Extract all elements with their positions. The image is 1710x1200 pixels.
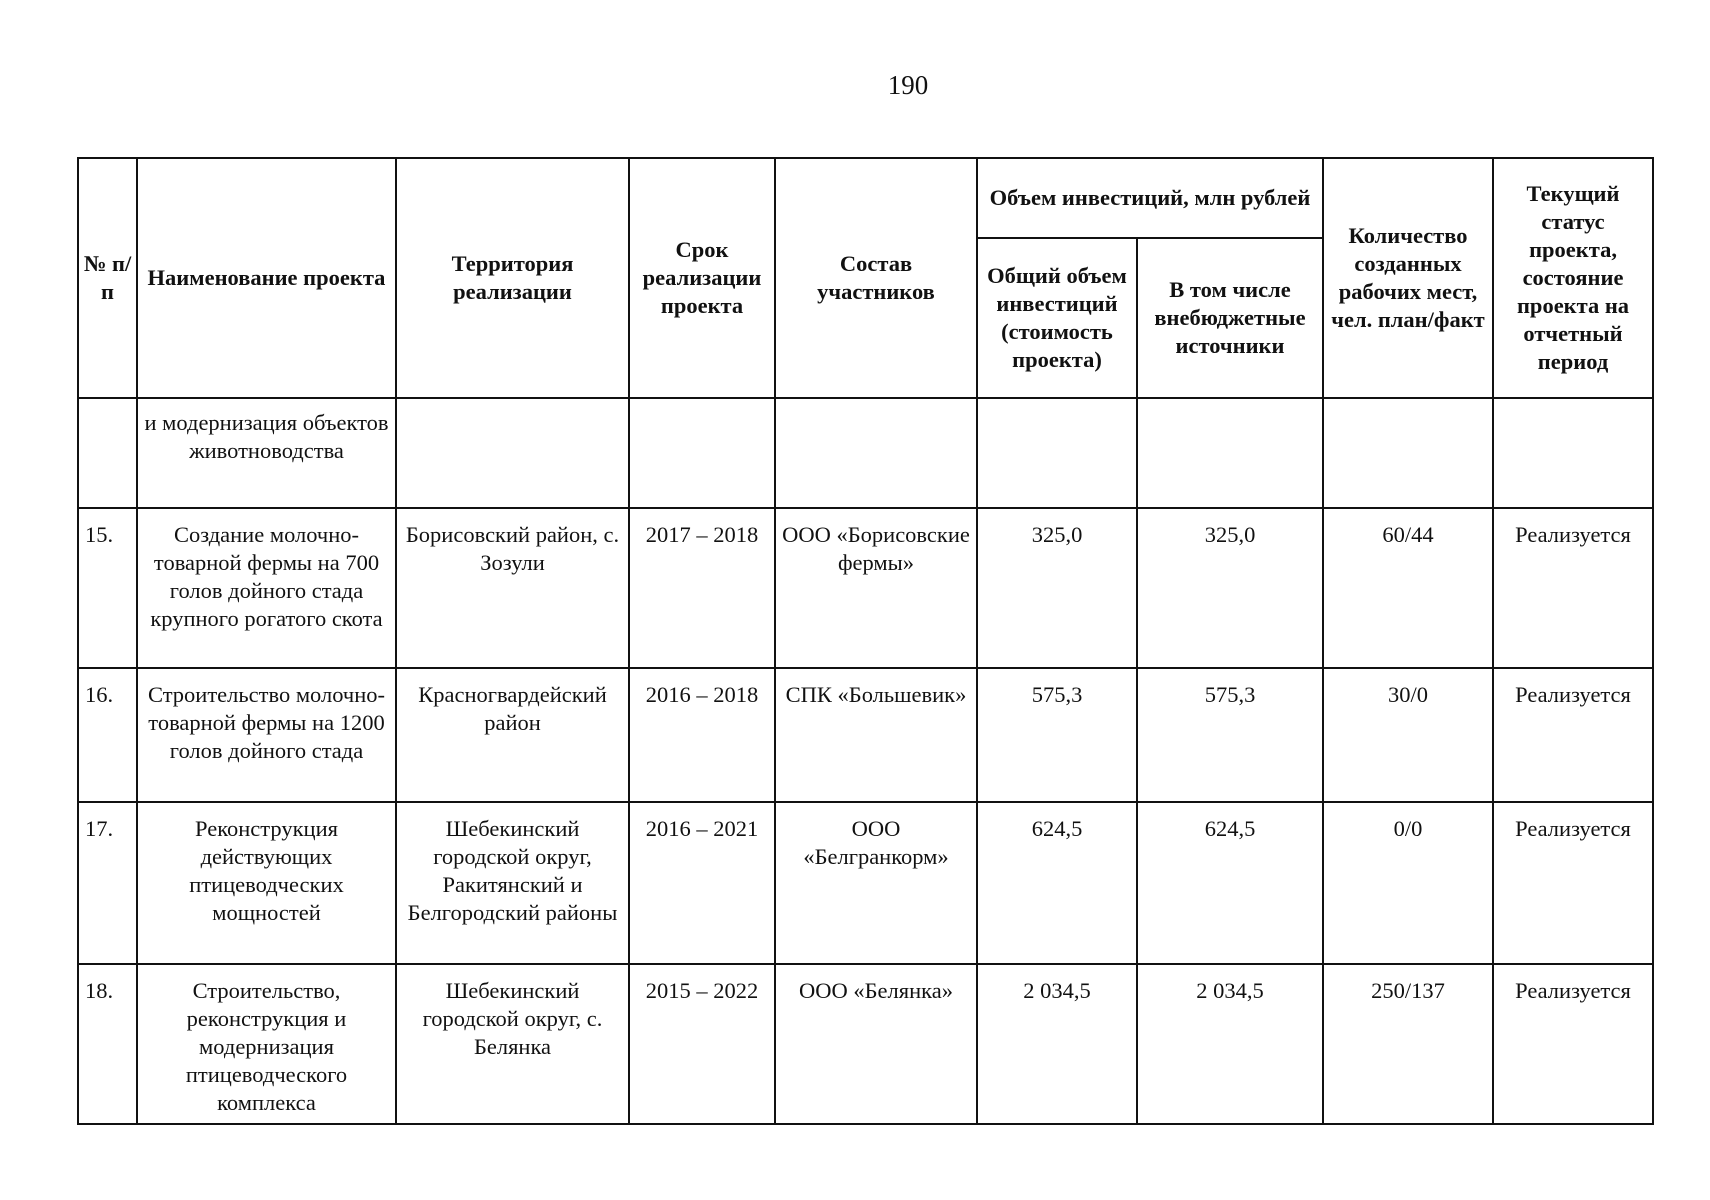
row-territory: Шебекинский городской округ, с. Белянка — [396, 964, 629, 1124]
row-status: Реализуется — [1493, 508, 1653, 668]
row-name: и модернизация объектов животноводства — [137, 398, 396, 508]
empty-cell — [1137, 398, 1323, 508]
row-participants: ООО «Борисовские фермы» — [775, 508, 977, 668]
row-name: Реконструкция действующих птицеводческих мощностей — [137, 802, 396, 964]
row-name: Строительство молочно-товарной фермы на 1200 голов дойного стада — [137, 668, 396, 802]
empty-cell — [1493, 398, 1653, 508]
row-name: Строительство, реконструкция и модернизация птицеводческого комплекса — [137, 964, 396, 1124]
empty-cell — [977, 398, 1137, 508]
row-participants: ООО «Белгранкорм» — [775, 802, 977, 964]
row-extrabudgetary: 624,5 — [1137, 802, 1323, 964]
row-status: Реализуется — [1493, 964, 1653, 1124]
row-participants: ООО «Белянка» — [775, 964, 977, 1124]
empty-cell — [775, 398, 977, 508]
row-term: 2016 – 2018 — [629, 668, 775, 802]
header-jobs: Количество созданных рабочих мест, чел. план/факт — [1323, 158, 1493, 398]
row-territory: Красногвардейский район — [396, 668, 629, 802]
row-jobs: 60/44 — [1323, 508, 1493, 668]
row-jobs: 30/0 — [1323, 668, 1493, 802]
row-extrabudgetary: 575,3 — [1137, 668, 1323, 802]
header-num: № п/п — [78, 158, 137, 398]
header-term: Срок реализации проекта — [629, 158, 775, 398]
empty-cell — [629, 398, 775, 508]
investment-projects-table — [77, 157, 1654, 1125]
row-status: Реализуется — [1493, 668, 1653, 802]
page-number: 190 — [887, 70, 929, 100]
row-total-investment: 2 034,5 — [977, 964, 1137, 1124]
row-jobs: 0/0 — [1323, 802, 1493, 964]
row-jobs: 250/137 — [1323, 964, 1493, 1124]
row-num: 17. — [78, 802, 137, 964]
row-territory: Шебекинский городской округ, Ракитянский и Белгородский районы — [396, 802, 629, 964]
table-row — [78, 964, 1653, 1124]
row-status: Реализуется — [1493, 802, 1653, 964]
row-participants: СПК «Большевик» — [775, 668, 977, 802]
row-extrabudgetary: 2 034,5 — [1137, 964, 1323, 1124]
row-num: 15. — [78, 508, 137, 668]
header-extrabudgetary: В том числе внебюджетные источники — [1137, 238, 1323, 398]
table-row — [78, 802, 1653, 964]
header-participants: Состав участников — [775, 158, 977, 398]
row-territory: Борисовский район, с. Зозули — [396, 508, 629, 668]
header-status: Текущий статус проекта, состояние проекта на отчетный период — [1493, 158, 1653, 398]
header-territory: Территория реализации — [396, 158, 629, 398]
table-row-continuation — [78, 398, 1653, 508]
row-extrabudgetary: 325,0 — [1137, 508, 1323, 668]
row-term: 2015 – 2022 — [629, 964, 775, 1124]
row-term: 2017 – 2018 — [629, 508, 775, 668]
table-row — [78, 668, 1653, 802]
header-name: Наименование проекта — [137, 158, 396, 398]
row-total-investment: 575,3 — [977, 668, 1137, 802]
row-num — [78, 398, 137, 508]
row-total-investment: 624,5 — [977, 802, 1137, 964]
row-total-investment: 325,0 — [977, 508, 1137, 668]
row-name: Создание молочно-товарной фермы на 700 голов дойного стада крупного рогатого скота — [137, 508, 396, 668]
header-total-investment: Общий объем инвестиций (стоимость проекта) — [977, 238, 1137, 398]
row-term: 2016 – 2021 — [629, 802, 775, 964]
header-investments-group: Объем инвестиций, млн рублей — [977, 158, 1323, 238]
empty-cell — [1323, 398, 1493, 508]
empty-cell — [396, 398, 629, 508]
table-row — [78, 508, 1653, 668]
row-num: 16. — [78, 668, 137, 802]
row-num: 18. — [78, 964, 137, 1124]
